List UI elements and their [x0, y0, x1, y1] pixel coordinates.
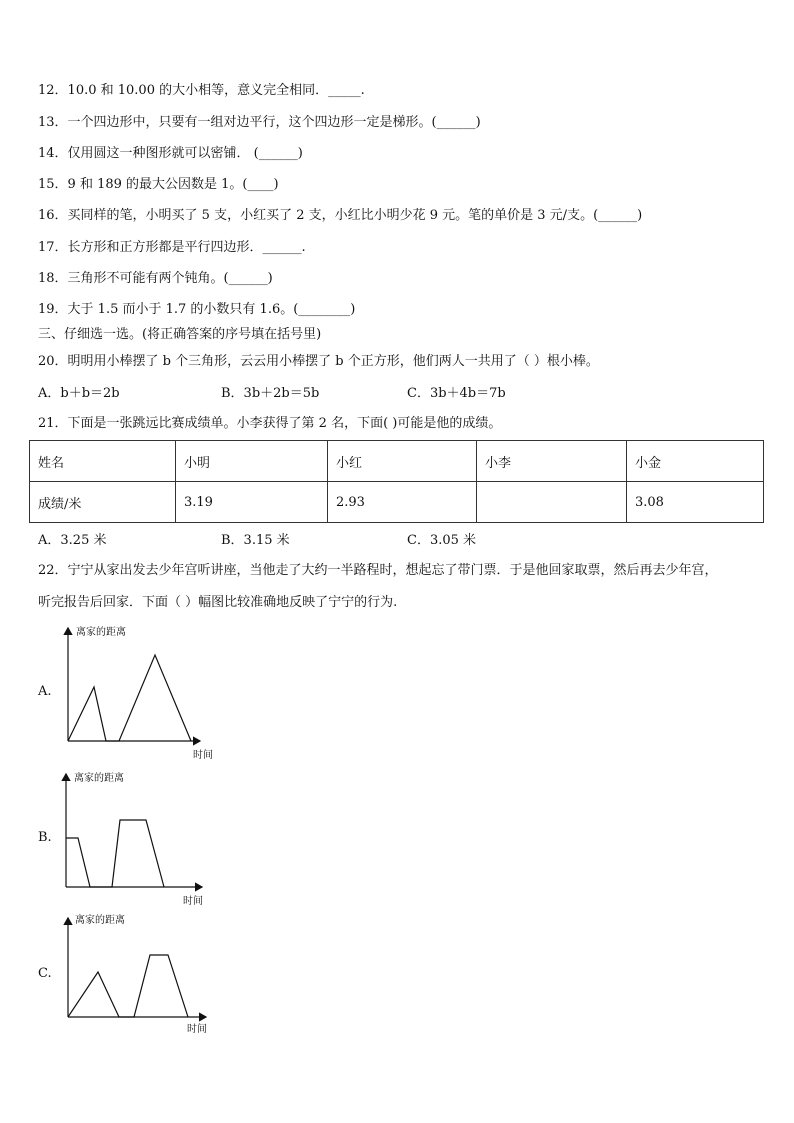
x-axis-label: 时间 [183, 896, 203, 907]
table-cell: 3.08 [627, 482, 764, 523]
question-15: 15．9 和 189 的最大公因数是 1。(____) [38, 177, 279, 192]
distance-line [66, 820, 164, 887]
question-22-line-1: 22．宁宁从家出发去少年宫听讲座，当他走了大约一半路程时，想起忘了带门票．于是他回家取票，然后再去少年宫， [38, 563, 718, 578]
table-cell: 3.19 [176, 482, 328, 523]
table-cell: 小金 [627, 441, 764, 482]
question-12: 12．10.0 和 10.00 的大小相等，意义完全相同．_____. [38, 83, 365, 98]
question-14: 14．仅用圆这一种图形就可以密铺． (______) [38, 146, 303, 161]
question-20: 20．明明用小棒摆了 b 个三角形，云云用小棒摆了 b 个正方形，他们两人一共用了（ ）根小棒。 [38, 354, 599, 369]
question-17: 17．长方形和正方形都是平行四边形．______. [38, 240, 306, 255]
question-21: 21．下面是一张跳远比赛成绩单。小李获得了第 2 名，下面( )可能是他的成绩。 [38, 416, 502, 431]
table-cell: 小李 [477, 441, 627, 482]
graph-c [38, 910, 238, 1040]
question-22-line-2: 听完报告后回家．下面（ ）幅图比较准确地反映了宁宁的行为. [38, 595, 398, 610]
graph-a [38, 620, 238, 765]
graph-letter: A. [38, 684, 52, 699]
graph-b [38, 766, 238, 911]
section-heading: 三、仔细选一选。(将正确答案的序号填在括号里) [38, 327, 322, 342]
option-a: A．b＋b＝2b [38, 386, 120, 401]
graph-letter: B. [38, 830, 52, 845]
option-c: C．3.05 米 [407, 533, 477, 548]
y-axis-label: 离家的距离 [76, 627, 126, 638]
option-b: B．3.15 米 [221, 533, 290, 548]
option-c: C．3b＋4b＝7b [407, 386, 506, 401]
question-19: 19．大于 1.5 而小于 1.7 的小数只有 1.6。(________) [38, 302, 356, 317]
option-b: B．3b＋2b＝5b [221, 386, 320, 401]
score-table [29, 440, 764, 523]
question-16: 16．买同样的笔，小明买了 5 支，小红买了 2 支，小红比小明少花 9 元。笔的单价是 3 元/支。(______) [38, 208, 643, 223]
distance-line [68, 955, 188, 1017]
y-axis-label: 离家的距离 [75, 915, 125, 926]
table-cell: 小明 [176, 441, 328, 482]
table-row [30, 441, 764, 482]
x-axis-label: 时间 [193, 750, 213, 761]
distance-line [68, 655, 191, 741]
y-axis-label: 离家的距离 [74, 773, 124, 784]
table-cell: 姓名 [30, 441, 176, 482]
x-axis-label: 时间 [187, 1024, 207, 1035]
option-a: A．3.25 米 [38, 533, 107, 548]
table-cell: 2.93 [328, 482, 477, 523]
table-cell: 小红 [328, 441, 477, 482]
question-18: 18．三角形不可能有两个钝角。(______) [38, 271, 273, 286]
table-cell [477, 482, 627, 523]
table-row [30, 482, 764, 523]
question-13: 13．一个四边形中，只要有一组对边平行，这个四边形一定是梯形。(______) [38, 115, 481, 130]
table-cell: 成绩/米 [30, 482, 176, 523]
graph-letter: C. [38, 966, 52, 981]
